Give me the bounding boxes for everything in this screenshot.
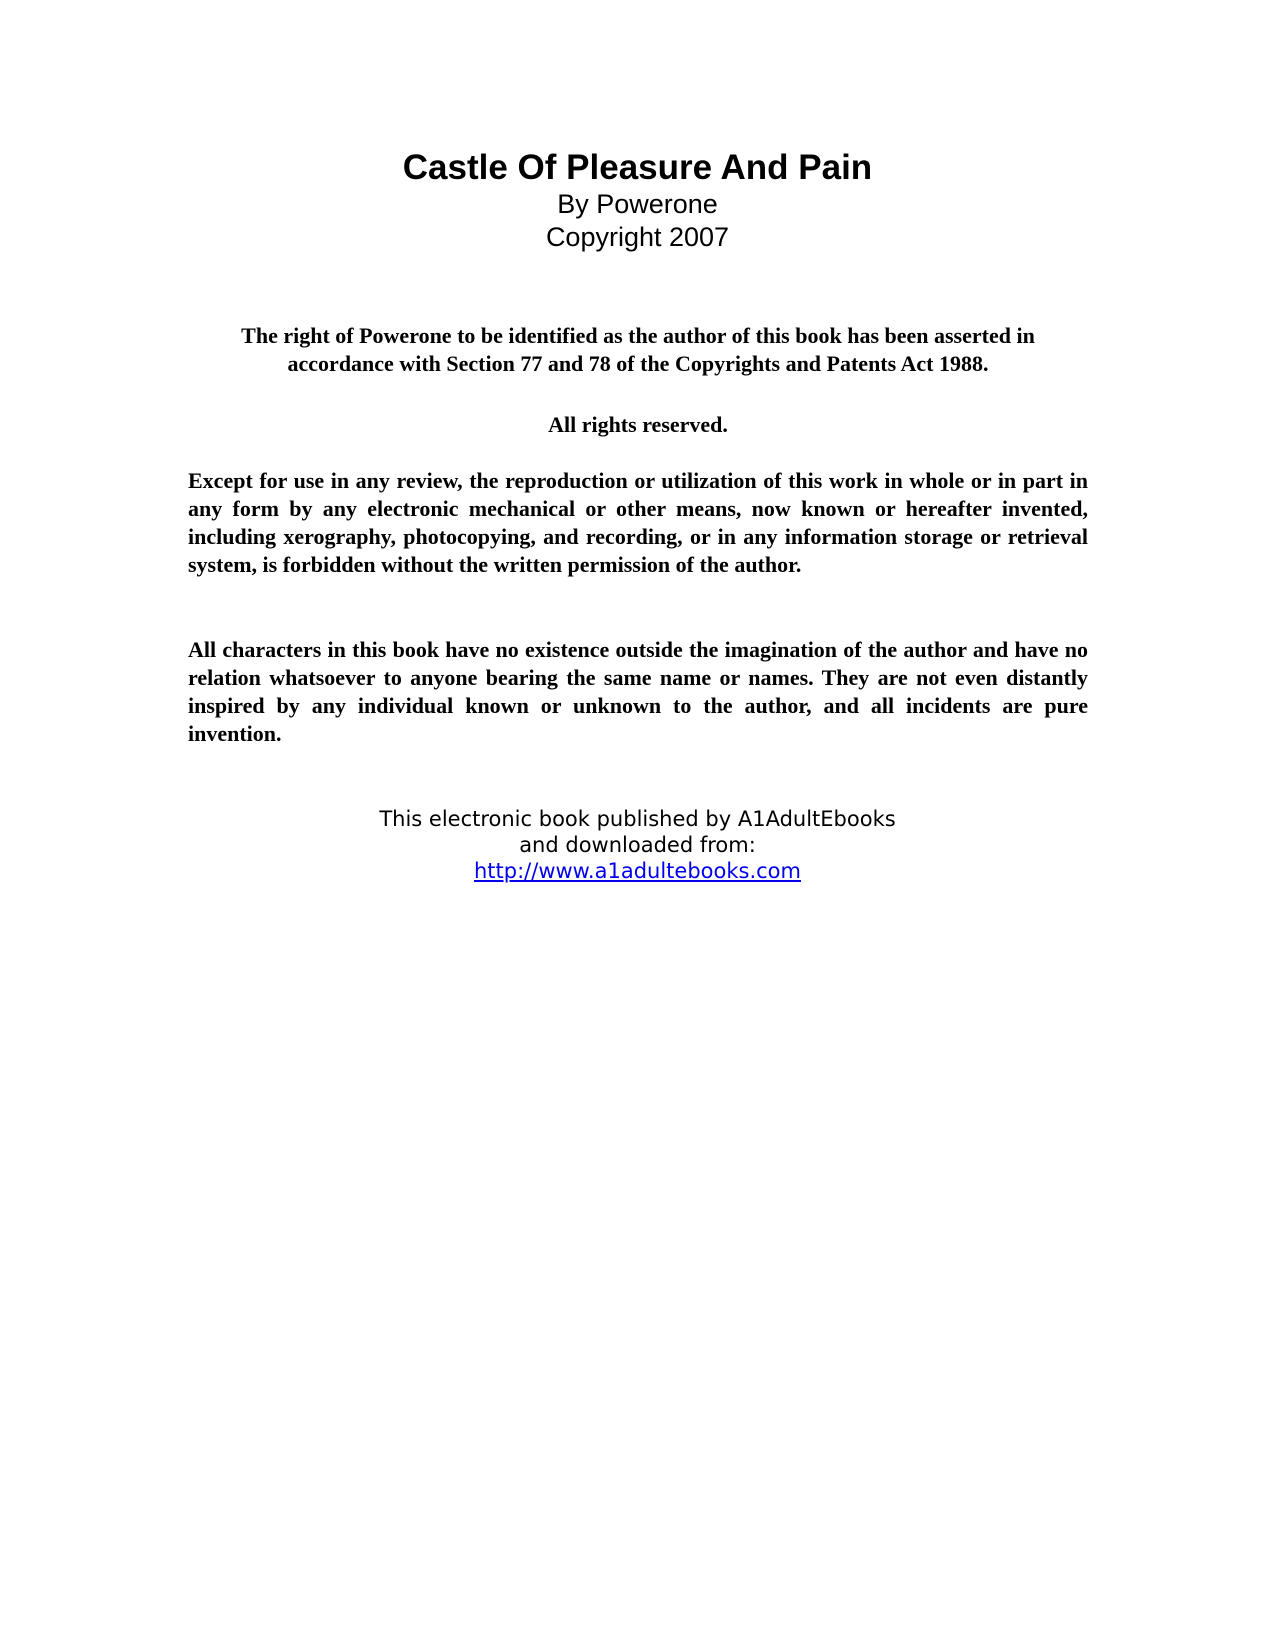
rights-assertion-paragraph	[188, 322, 1088, 378]
reproduction-clause-text: Except for use in any review, the reproduction or utilization of this work in whole or in part in any form by any electronic mechanical or other means, now known or hereafter invented, including xerography, photocopying, and recording, or in any information storage or retrieval system, is forbidden without the written permission of the author.	[188, 468, 1088, 577]
publisher-notice	[0, 806, 1275, 884]
rights-assertion-text: The right of Powerone to be identified as the author of this book has been asserted in accordance with Section 77 and 78 of the Copyrights and Patents Act 1988.	[241, 323, 1035, 376]
book-title: Castle Of Pleasure And Pain	[402, 148, 873, 187]
fiction-disclaimer-text: All characters in this book have no existence outside the imagination of the author and have no relation whatsoever to anyone bearing the same name or names. They are not even distantly inspired by any individual known or unknown to the author, and all incidents are pure invention.	[188, 637, 1088, 746]
publisher-line-2: and downloaded from:	[519, 833, 756, 857]
author-byline: By Powerone	[557, 189, 718, 219]
all-rights-paragraph	[188, 411, 1088, 439]
copyright-line: Copyright 2007	[545, 222, 730, 252]
publisher-line-1: This electronic book published by A1AdultEbooks	[379, 807, 896, 831]
title-block	[0, 148, 1275, 254]
reproduction-clause-paragraph	[188, 467, 1088, 579]
publisher-website-link[interactable]: http://www.a1adultebooks.com	[474, 859, 801, 883]
fiction-disclaimer-paragraph	[188, 636, 1088, 748]
all-rights-text: All rights reserved.	[548, 412, 728, 437]
